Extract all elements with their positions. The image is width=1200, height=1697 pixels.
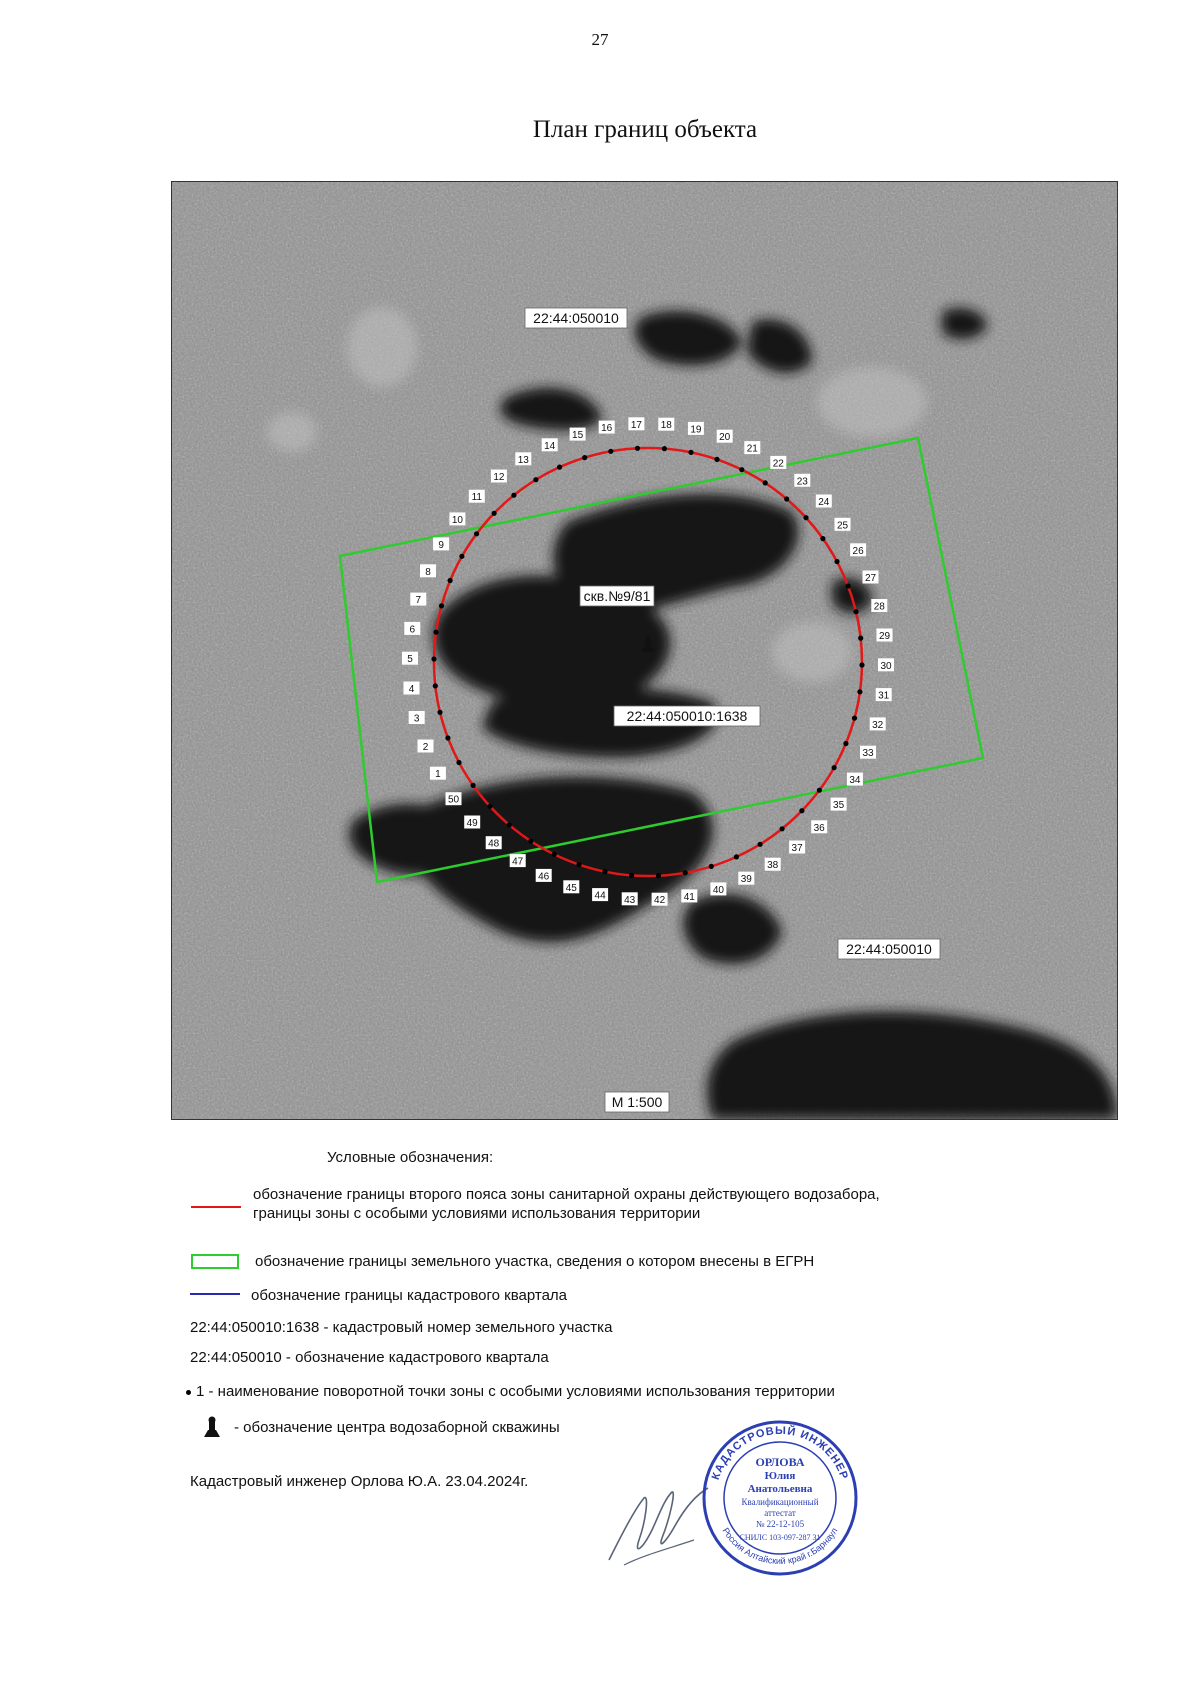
boundary-point-label (860, 746, 876, 760)
boundary-point-label (681, 889, 697, 903)
map-canvas (172, 182, 1117, 1119)
boundary-point-number: 9 (438, 539, 444, 551)
boundary-point[interactable] (511, 493, 516, 498)
boundary-point-label (404, 622, 420, 636)
boundary-point[interactable] (602, 869, 607, 874)
boundary-point-number: 16 (601, 423, 613, 435)
boundary-point-label (510, 854, 526, 868)
svg-text:М 1:500: М 1:500 (611, 1094, 663, 1110)
boundary-point[interactable] (507, 822, 512, 827)
boundary-point-number: 13 (517, 454, 529, 466)
boundary-point[interactable] (834, 559, 839, 564)
boundary-point[interactable] (552, 852, 557, 857)
boundary-point-number: 29 (878, 631, 891, 642)
svg-text:22:44:050010: 22:44:050010 (533, 310, 619, 326)
parcel-label (614, 706, 760, 726)
boundary-point-label (816, 495, 832, 509)
boundary-point[interactable] (487, 804, 492, 809)
boundary-point[interactable] (431, 656, 436, 661)
legend-quarter-swatch (190, 1293, 240, 1295)
boundary-point[interactable] (445, 735, 450, 740)
boundary-point-label (850, 543, 866, 557)
boundary-point-number: 26 (852, 545, 864, 557)
boundary-point[interactable] (734, 854, 739, 859)
stamp-name2: Юлия (764, 1470, 796, 1482)
boundary-point-label (486, 836, 502, 850)
boundary-point-label (622, 892, 638, 906)
boundary-point-number: 7 (415, 595, 422, 607)
boundary-point[interactable] (456, 760, 461, 765)
boundary-point-number: 46 (538, 871, 550, 883)
boundary-point[interactable] (434, 630, 439, 635)
boundary-point-label (789, 841, 805, 855)
stamp-line7: СНИЛС 103-097-287 31 (739, 1533, 821, 1542)
legend-zone-line1: обозначение границы второго пояса зоны санитарной охраны действующего водозабора, (253, 1186, 880, 1203)
boundary-point-label (717, 430, 733, 444)
boundary-point-number: 47 (512, 856, 524, 868)
boundary-point-number: 20 (719, 432, 731, 444)
boundary-point-label (542, 438, 558, 452)
boundary-point-label (738, 872, 754, 886)
boundary-point-number: 1 (435, 769, 441, 781)
boundary-point-label (770, 456, 786, 470)
map-frame[interactable] (171, 181, 1118, 1120)
boundary-point-number: 44 (594, 890, 606, 902)
boundary-point-label (831, 798, 847, 812)
boundary-point-number: 39 (740, 874, 752, 886)
legend-parcel-number: 22:44:050010:1638 - кадастровый номер земельного участка (190, 1319, 613, 1336)
boundary-point[interactable] (858, 636, 863, 641)
boundary-point-label (628, 417, 644, 431)
boundary-point[interactable] (557, 465, 562, 470)
svg-text:22:44:050010:1638: 22:44:050010:1638 (626, 708, 748, 724)
boundary-point[interactable] (683, 870, 688, 875)
boundary-point-number: 4 (408, 684, 415, 695)
boundary-point-label (877, 629, 893, 643)
stamp-ring-bottom: Россия Алтайский край г.Барнаул (720, 1525, 840, 1567)
boundary-point-number: 42 (654, 895, 666, 907)
legend-parcel-swatch (191, 1254, 239, 1269)
boundary-point-label (402, 652, 418, 666)
boundary-point-number: 36 (813, 822, 825, 834)
boundary-point-number: 18 (660, 420, 672, 432)
boundary-point-label (652, 893, 668, 907)
boundary-point[interactable] (780, 826, 785, 831)
boundary-point[interactable] (662, 446, 667, 451)
boundary-point[interactable] (852, 716, 857, 721)
boundary-point-number: 35 (833, 800, 845, 812)
legend-quarter-number: 22:44:050010 - обозначение кадастрового квартала (190, 1349, 549, 1366)
boundary-point[interactable] (471, 783, 476, 788)
boundary-point[interactable] (832, 765, 837, 770)
boundary-point-label (464, 816, 480, 830)
boundary-point-label (430, 767, 446, 781)
boundary-point-number: 27 (864, 573, 877, 584)
legend-zone-line2: границы зоны с особыми условиями использования территории (253, 1205, 701, 1222)
boundary-point-label (765, 858, 781, 872)
boundary-point-label (871, 599, 887, 613)
quarter-label-bottom (838, 939, 940, 959)
boundary-point-number: 5 (407, 654, 413, 666)
boundary-point[interactable] (758, 842, 763, 847)
boundary-point-number: 50 (447, 794, 460, 806)
boundary-point[interactable] (439, 603, 444, 608)
boundary-point-label (863, 571, 879, 585)
boundary-point-label (446, 792, 462, 806)
stamp-name1: ОРЛОВА (755, 1455, 805, 1469)
boundary-point-label (688, 422, 704, 436)
boundary-point-label (515, 452, 531, 466)
boundary-point-label (710, 882, 726, 896)
boundary-point[interactable] (448, 578, 453, 583)
boundary-point[interactable] (857, 689, 862, 694)
boundary-point[interactable] (576, 862, 581, 867)
boundary-point-number: 21 (746, 443, 758, 455)
stamp-ring-top: КАДАСТРОВЫЙ ИНЖЕНЕР (709, 1424, 851, 1482)
boundary-point-number: 37 (791, 843, 803, 854)
boundary-point-number: 31 (878, 690, 890, 702)
boundary-point-label (876, 688, 892, 702)
stamp-line4: Квалификационный (741, 1497, 819, 1507)
boundary-point[interactable] (820, 536, 825, 541)
boundary-point-label (878, 658, 894, 672)
boundary-point-label (469, 490, 485, 504)
boundary-point[interactable] (474, 531, 479, 536)
boundary-point[interactable] (763, 480, 768, 485)
boundary-point-label (404, 682, 420, 696)
boundary-point-number: 23 (796, 476, 808, 488)
boundary-point-number: 48 (488, 838, 500, 850)
boundary-point[interactable] (629, 873, 634, 878)
boundary-point[interactable] (582, 455, 587, 460)
boundary-point-label (811, 820, 827, 834)
boundary-point-label (536, 869, 552, 883)
boundary-point-number: 33 (862, 748, 874, 760)
legend-zone-swatch (191, 1206, 241, 1208)
boundary-point[interactable] (714, 457, 719, 462)
boundary-point-number: 30 (880, 660, 892, 672)
boundary-point[interactable] (492, 511, 497, 516)
boundary-point-label (409, 711, 425, 725)
boundary-point-label (847, 773, 863, 787)
boundary-point-label (835, 518, 851, 532)
boundary-point-number: 40 (712, 884, 724, 896)
legend-point (186, 1382, 835, 1401)
boundary-point-label (410, 593, 426, 607)
boundary-point-number: 41 (683, 891, 695, 903)
boundary-point[interactable] (459, 554, 464, 559)
legend-zone-text (253, 1185, 880, 1223)
boundary-point-number: 38 (767, 860, 779, 872)
boundary-point-number: 22 (772, 458, 784, 470)
boundary-point[interactable] (533, 477, 538, 482)
boundary-point[interactable] (688, 450, 693, 455)
boundary-point-label (599, 421, 615, 435)
boundary-point[interactable] (739, 467, 744, 472)
boundary-point-number: 45 (565, 882, 577, 894)
scale-label (605, 1092, 669, 1112)
boundary-point-number: 34 (849, 775, 861, 787)
legend-parcel-text: обозначение границы земельного участка, сведения о котором внесены в ЕГРН (255, 1253, 815, 1270)
boundary-point[interactable] (433, 683, 438, 688)
boundary-point[interactable] (843, 741, 848, 746)
legend-quarter-text: обозначение границы кадастрового квартала (251, 1287, 568, 1304)
boundary-point-label (592, 888, 608, 902)
boundary-point[interactable] (846, 583, 851, 588)
boundary-point-number: 15 (572, 430, 584, 442)
boundary-point-number: 24 (818, 497, 830, 508)
boundary-point[interactable] (635, 446, 640, 451)
boundary-point[interactable] (656, 873, 661, 878)
page-number: 27 (591, 30, 609, 49)
boundary-point[interactable] (803, 515, 808, 520)
boundary-point-number: 17 (630, 419, 642, 431)
well-legend-icon (203, 1416, 221, 1438)
boundary-point[interactable] (608, 449, 613, 454)
page-title: План границ объекта (532, 116, 758, 143)
engineer-signoff: Кадастровый инженер Орлова Ю.А. 23.04.2024г. (190, 1473, 529, 1490)
boundary-point-label (570, 428, 586, 442)
boundary-point-number: 28 (873, 601, 885, 613)
boundary-point-label (870, 717, 886, 731)
engineer-stamp (700, 1418, 860, 1578)
boundary-point-number: 10 (451, 514, 463, 526)
boundary-point-label (418, 740, 434, 754)
legend-well-text: - обозначение центра водозаборной скважины (234, 1419, 560, 1436)
stamp-line6: № 22-12-105 (755, 1519, 805, 1529)
boundary-point-label (794, 474, 810, 488)
boundary-point-label (433, 537, 449, 551)
boundary-point-number: 19 (690, 424, 702, 436)
quarter-label-top (525, 308, 627, 328)
legend-point-text: 1 - наименование поворотной точки зоны с особыми условиями использования территории (196, 1383, 835, 1400)
point-dot-icon (186, 1390, 191, 1395)
boundary-point-number: 8 (425, 566, 431, 578)
stamp-line5: аттестат (764, 1508, 796, 1518)
boundary-point[interactable] (709, 864, 714, 869)
boundary-point[interactable] (528, 839, 533, 844)
boundary-point-number: 6 (409, 624, 416, 636)
boundary-point-label (449, 512, 465, 526)
boundary-point-number: 11 (471, 492, 482, 504)
boundary-point-number: 32 (872, 719, 884, 731)
boundary-point[interactable] (853, 609, 858, 614)
boundary-point-number: 25 (836, 520, 849, 532)
svg-text:скв.№9/81: скв.№9/81 (583, 588, 651, 604)
boundary-point-number: 3 (413, 713, 420, 725)
boundary-point-label (744, 441, 760, 455)
boundary-point-number: 2 (422, 742, 429, 753)
signature (604, 1480, 714, 1570)
boundary-point-label (491, 470, 507, 484)
svg-text:22:44:050010: 22:44:050010 (846, 941, 932, 957)
boundary-point[interactable] (784, 496, 789, 501)
boundary-point-label (420, 564, 436, 578)
boundary-point-number: 49 (466, 818, 478, 829)
boundary-point[interactable] (799, 808, 804, 813)
legend-title: Условные обозначения: (327, 1149, 494, 1166)
stamp-name3: Анатольевна (747, 1483, 813, 1495)
boundary-point-label (563, 880, 579, 894)
boundary-point-number: 14 (544, 440, 556, 452)
boundary-point[interactable] (817, 788, 822, 793)
well-label (580, 586, 654, 606)
boundary-point-number: 43 (624, 894, 636, 906)
boundary-point[interactable] (859, 662, 864, 667)
boundary-point-label (658, 418, 674, 432)
boundary-point-number: 12 (493, 472, 505, 483)
boundary-point[interactable] (437, 710, 442, 715)
